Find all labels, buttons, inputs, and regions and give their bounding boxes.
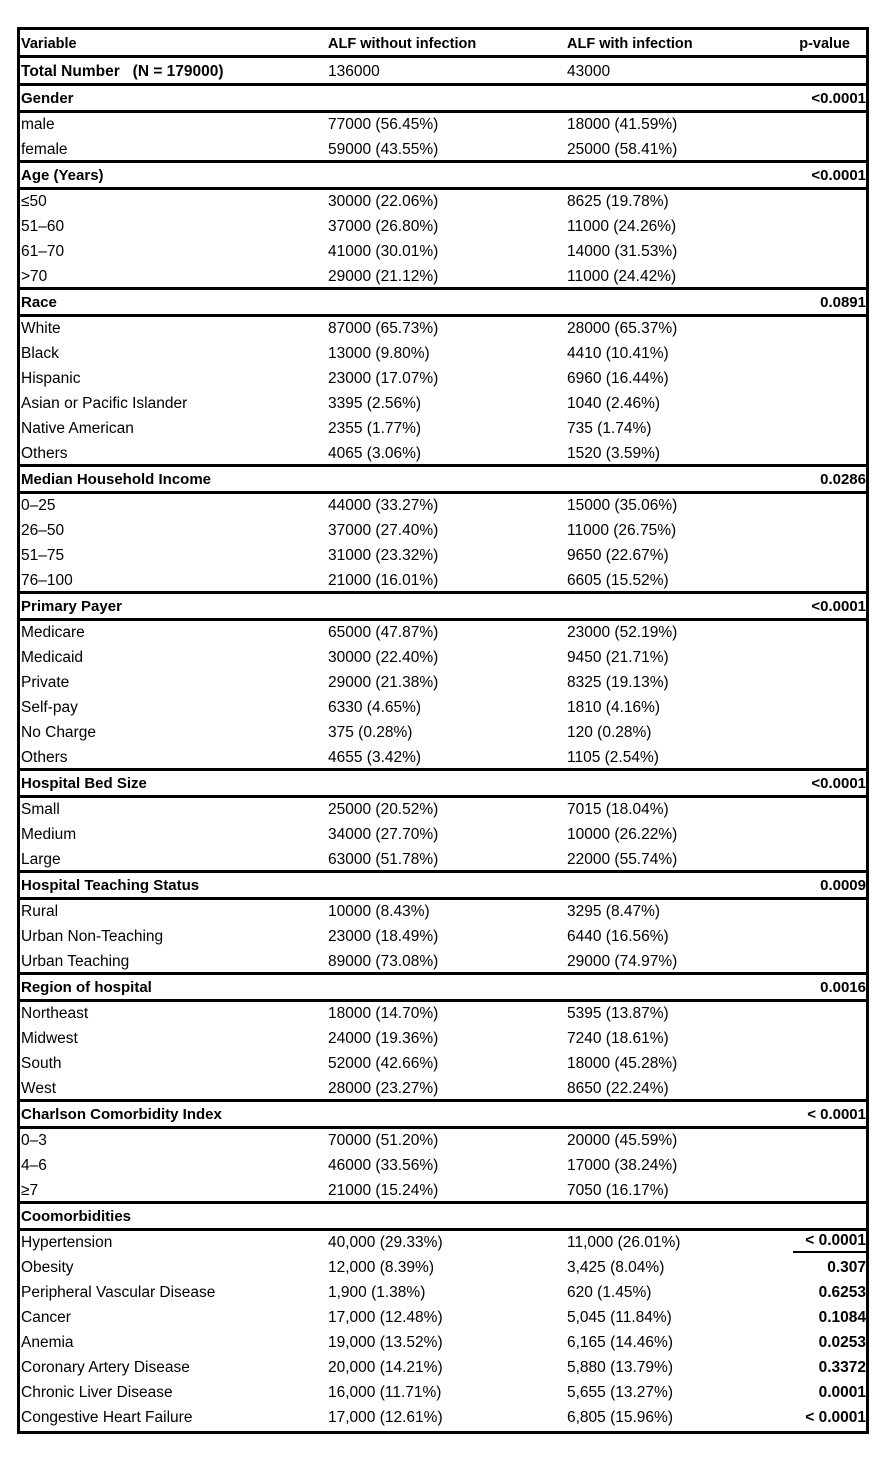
row-label: Others [21, 749, 68, 766]
row-without-infection: 13000 (9.80%) [328, 345, 430, 362]
row-label: Medicaid [21, 649, 84, 666]
row-p-value: 0.307 [827, 1259, 866, 1276]
row-label: male [21, 116, 55, 133]
row-with-infection: 14000 (31.53%) [567, 243, 678, 260]
row-label: Medicare [21, 624, 85, 641]
row-without-infection: 2355 (1.77%) [328, 420, 422, 437]
row-without-infection: 10000 (8.43%) [328, 903, 430, 920]
table-row [20, 1406, 866, 1431]
row-label: Private [21, 674, 70, 691]
section-header [20, 86, 866, 113]
row-label: 4–6 [21, 1157, 47, 1174]
table-row [20, 848, 866, 873]
section-p-value: 0.0286 [820, 471, 866, 488]
table-row [20, 900, 866, 925]
row-label: Northeast [21, 1005, 89, 1022]
table-row [20, 569, 866, 594]
row-with-infection: 6,165 (14.46%) [567, 1334, 673, 1351]
row-without-infection: 375 (0.28%) [328, 724, 413, 741]
row-label: Rural [21, 903, 59, 920]
section-title: Charlson Comorbidity Index [21, 1106, 222, 1123]
row-label: Urban Non-Teaching [21, 928, 164, 945]
header-without-infection: ALF without infection [328, 36, 477, 52]
row-with-infection: 17000 (38.24%) [567, 1157, 678, 1174]
row-with-infection: 8650 (22.24%) [567, 1080, 669, 1097]
row-without-infection: 19,000 (13.52%) [328, 1334, 443, 1351]
total-row [20, 58, 866, 86]
table-row [20, 1027, 866, 1052]
section-header [20, 975, 866, 1002]
row-label: Peripheral Vascular Disease [21, 1284, 216, 1301]
row-label: Hispanic [21, 370, 81, 387]
row-with-infection: 9650 (22.67%) [567, 547, 669, 564]
section-title: Race [21, 294, 57, 311]
section-header [20, 771, 866, 798]
row-with-infection: 6440 (16.56%) [567, 928, 669, 945]
row-without-infection: 30000 (22.06%) [328, 193, 439, 210]
row-without-infection: 4065 (3.06%) [328, 445, 422, 462]
row-with-infection: 18000 (45.28%) [567, 1055, 678, 1072]
section-p-value: <0.0001 [811, 598, 866, 615]
table-row [20, 823, 866, 848]
row-without-infection: 44000 (33.27%) [328, 497, 439, 514]
table-row [20, 494, 866, 519]
row-without-infection: 17,000 (12.48%) [328, 1309, 443, 1326]
section-title: Region of hospital [21, 979, 152, 996]
row-with-infection: 11000 (24.26%) [567, 218, 677, 235]
header-variable: Variable [21, 36, 77, 52]
row-with-infection: 5,045 (11.84%) [567, 1309, 672, 1326]
row-without-infection: 30000 (22.40%) [328, 649, 439, 666]
row-with-infection: 11000 (26.75%) [567, 522, 677, 539]
row-with-infection: 5,655 (13.27%) [567, 1384, 673, 1401]
row-with-infection: 6605 (15.52%) [567, 572, 669, 589]
row-label: Native American [21, 420, 134, 437]
row-with-infection: 1040 (2.46%) [567, 395, 661, 412]
row-label: Hypertension [21, 1234, 113, 1251]
table-row [20, 671, 866, 696]
row-without-infection: 28000 (23.27%) [328, 1080, 439, 1097]
table-row [20, 1231, 866, 1256]
row-with-infection: 6,805 (15.96%) [567, 1409, 673, 1426]
section-title: Coomorbidities [21, 1208, 132, 1225]
table-row [20, 950, 866, 975]
row-without-infection: 77000 (56.45%) [328, 116, 439, 133]
row-with-infection: 5395 (13.87%) [567, 1005, 669, 1022]
row-label: South [21, 1055, 62, 1072]
row-without-infection: 24000 (19.36%) [328, 1030, 439, 1047]
row-without-infection: 20,000 (14.21%) [328, 1359, 443, 1376]
row-without-infection: 17,000 (12.61%) [328, 1409, 443, 1426]
row-without-infection: 46000 (33.56%) [328, 1157, 439, 1174]
row-without-infection: 21000 (15.24%) [328, 1182, 439, 1199]
row-p-value: 0.1084 [818, 1309, 866, 1326]
header-p-value: p-value [799, 36, 850, 52]
row-label: female [21, 141, 68, 158]
row-with-infection: 1105 (2.54%) [567, 749, 659, 766]
row-label: Obesity [21, 1259, 74, 1276]
section-header [20, 1204, 866, 1231]
table-body [20, 86, 866, 1431]
row-without-infection: 1,900 (1.38%) [328, 1284, 426, 1301]
row-label: Coronary Artery Disease [21, 1359, 190, 1376]
table-row [20, 798, 866, 823]
row-label: Self-pay [21, 699, 78, 716]
row-without-infection: 3395 (2.56%) [328, 395, 422, 412]
row-label: ≤50 [21, 193, 47, 210]
section-header [20, 873, 866, 900]
data-table [17, 27, 869, 1434]
row-without-infection: 4655 (3.42%) [328, 749, 422, 766]
row-with-infection: 7015 (18.04%) [567, 801, 669, 818]
section-p-value: <0.0001 [811, 167, 866, 184]
table-header [20, 30, 866, 58]
row-label: 61–70 [21, 243, 65, 260]
table-row [20, 721, 866, 746]
row-with-infection: 7050 (16.17%) [567, 1182, 669, 1199]
row-without-infection: 31000 (23.32%) [328, 547, 439, 564]
row-label: 51–60 [21, 218, 65, 235]
row-label: Chronic Liver Disease [21, 1384, 173, 1401]
row-with-infection: 1520 (3.59%) [567, 445, 661, 462]
row-with-infection: 23000 (52.19%) [567, 624, 678, 641]
row-without-infection: 6330 (4.65%) [328, 699, 422, 716]
total-label: Total Number (N = 179000) [21, 63, 224, 80]
row-without-infection: 70000 (51.20%) [328, 1132, 439, 1149]
table-row [20, 113, 866, 138]
row-with-infection: 9450 (21.71%) [567, 649, 669, 666]
row-label: Urban Teaching [21, 953, 130, 970]
row-without-infection: 89000 (73.08%) [328, 953, 439, 970]
row-label: Cancer [21, 1309, 71, 1326]
section-title: Gender [21, 90, 74, 107]
table-row [20, 519, 866, 544]
table-row [20, 646, 866, 671]
row-label: Anemia [21, 1334, 74, 1351]
section-p-value: 0.0009 [820, 877, 866, 894]
row-p-value: 0.0001 [818, 1384, 866, 1401]
section-p-value: <0.0001 [811, 90, 866, 107]
row-label: Medium [21, 826, 77, 843]
section-p-value: 0.0016 [820, 979, 866, 996]
row-without-infection: 52000 (42.66%) [328, 1055, 439, 1072]
table-row [20, 1256, 866, 1281]
table-row [20, 240, 866, 265]
row-label: 76–100 [21, 572, 73, 589]
row-with-infection: 8625 (19.78%) [567, 193, 669, 210]
row-without-infection: 87000 (65.73%) [328, 320, 439, 337]
row-with-infection: 11,000 (26.01%) [567, 1234, 681, 1251]
table-row [20, 925, 866, 950]
table-row [20, 1381, 866, 1406]
row-without-infection: 59000 (43.55%) [328, 141, 439, 158]
table-row [20, 1331, 866, 1356]
row-label: Small [21, 801, 60, 818]
row-label: 0–25 [21, 497, 56, 514]
row-label: White [21, 320, 61, 337]
table-row [20, 696, 866, 721]
table-row [20, 1356, 866, 1381]
row-with-infection: 11000 (24.42%) [567, 268, 677, 285]
row-with-infection: 620 (1.45%) [567, 1284, 652, 1301]
section-header [20, 467, 866, 494]
row-with-infection: 15000 (35.06%) [567, 497, 678, 514]
table-row [20, 190, 866, 215]
row-with-infection: 5,880 (13.79%) [567, 1359, 673, 1376]
row-without-infection: 16,000 (11.71%) [328, 1384, 442, 1401]
table-row [20, 544, 866, 569]
row-with-infection: 25000 (58.41%) [567, 141, 678, 158]
section-title: Primary Payer [21, 598, 122, 615]
row-without-infection: 34000 (27.70%) [328, 826, 439, 843]
row-p-value: < 0.0001 [793, 1231, 866, 1253]
table-row [20, 1306, 866, 1331]
table-row [20, 392, 866, 417]
section-p-value: <0.0001 [811, 775, 866, 792]
row-label: No Charge [21, 724, 96, 741]
row-with-infection: 4410 (10.41%) [567, 345, 669, 362]
row-without-infection: 65000 (47.87%) [328, 624, 439, 641]
row-label: Black [21, 345, 59, 362]
row-label: Midwest [21, 1030, 78, 1047]
row-without-infection: 40,000 (29.33%) [328, 1234, 443, 1251]
row-with-infection: 18000 (41.59%) [567, 116, 678, 133]
row-p-value: < 0.0001 [805, 1409, 866, 1426]
table-row [20, 1281, 866, 1306]
row-with-infection: 6960 (16.44%) [567, 370, 669, 387]
section-title: Hospital Teaching Status [21, 877, 200, 894]
table-row [20, 215, 866, 240]
table-row [20, 442, 866, 467]
total-without: 136000 [328, 63, 380, 80]
table-row [20, 1077, 866, 1102]
row-with-infection: 8325 (19.13%) [567, 674, 669, 691]
row-without-infection: 25000 (20.52%) [328, 801, 439, 818]
table-row [20, 265, 866, 290]
row-without-infection: 29000 (21.38%) [328, 674, 439, 691]
row-label: Congestive Heart Failure [21, 1409, 193, 1426]
total-with: 43000 [567, 63, 611, 80]
row-label: 0–3 [21, 1132, 47, 1149]
row-without-infection: 37000 (26.80%) [328, 218, 439, 235]
table-row [20, 1154, 866, 1179]
row-without-infection: 41000 (30.01%) [328, 243, 439, 260]
row-without-infection: 12,000 (8.39%) [328, 1259, 434, 1276]
row-without-infection: 18000 (14.70%) [328, 1005, 439, 1022]
row-with-infection: 735 (1.74%) [567, 420, 652, 437]
row-without-infection: 21000 (16.01%) [328, 572, 439, 589]
section-title: Age (Years) [21, 167, 104, 184]
row-label: Large [21, 851, 61, 868]
section-header [20, 163, 866, 190]
row-without-infection: 23000 (18.49%) [328, 928, 439, 945]
table-row [20, 1129, 866, 1154]
row-with-infection: 22000 (55.74%) [567, 851, 678, 868]
row-p-value: 0.3372 [818, 1359, 866, 1376]
table-row [20, 621, 866, 646]
section-title: Hospital Bed Size [21, 775, 147, 792]
row-with-infection: 28000 (65.37%) [567, 320, 678, 337]
row-with-infection: 3,425 (8.04%) [567, 1259, 665, 1276]
table-row [20, 417, 866, 442]
section-header [20, 594, 866, 621]
header-with-infection: ALF with infection [567, 36, 693, 52]
row-without-infection: 23000 (17.07%) [328, 370, 439, 387]
row-label: Others [21, 445, 68, 462]
table-row [20, 367, 866, 392]
table-row [20, 317, 866, 342]
row-with-infection: 20000 (45.59%) [567, 1132, 678, 1149]
section-title: Median Household Income [21, 471, 212, 488]
row-p-value: 0.0253 [818, 1334, 866, 1351]
section-header [20, 290, 866, 317]
row-with-infection: 1810 (4.16%) [567, 699, 661, 716]
row-without-infection: 29000 (21.12%) [328, 268, 439, 285]
row-with-infection: 3295 (8.47%) [567, 903, 661, 920]
row-label: ≥7 [21, 1182, 39, 1199]
row-with-infection: 120 (0.28%) [567, 724, 652, 741]
section-header [20, 1102, 866, 1129]
row-with-infection: 7240 (18.61%) [567, 1030, 669, 1047]
row-label: 51–75 [21, 547, 65, 564]
row-label: West [21, 1080, 57, 1097]
table-row [20, 1179, 866, 1204]
row-label: Asian or Pacific Islander [21, 395, 188, 412]
table-row [20, 342, 866, 367]
row-label: 26–50 [21, 522, 65, 539]
row-with-infection: 10000 (26.22%) [567, 826, 678, 843]
table-row [20, 1002, 866, 1027]
row-label: >70 [21, 268, 48, 285]
section-p-value: 0.0891 [820, 294, 866, 311]
row-p-value: 0.6253 [818, 1284, 866, 1301]
row-without-infection: 37000 (27.40%) [328, 522, 439, 539]
table-row [20, 746, 866, 771]
row-without-infection: 63000 (51.78%) [328, 851, 439, 868]
section-p-value: < 0.0001 [807, 1106, 866, 1123]
row-with-infection: 29000 (74.97%) [567, 953, 678, 970]
table-row [20, 138, 866, 163]
table-row [20, 1052, 866, 1077]
